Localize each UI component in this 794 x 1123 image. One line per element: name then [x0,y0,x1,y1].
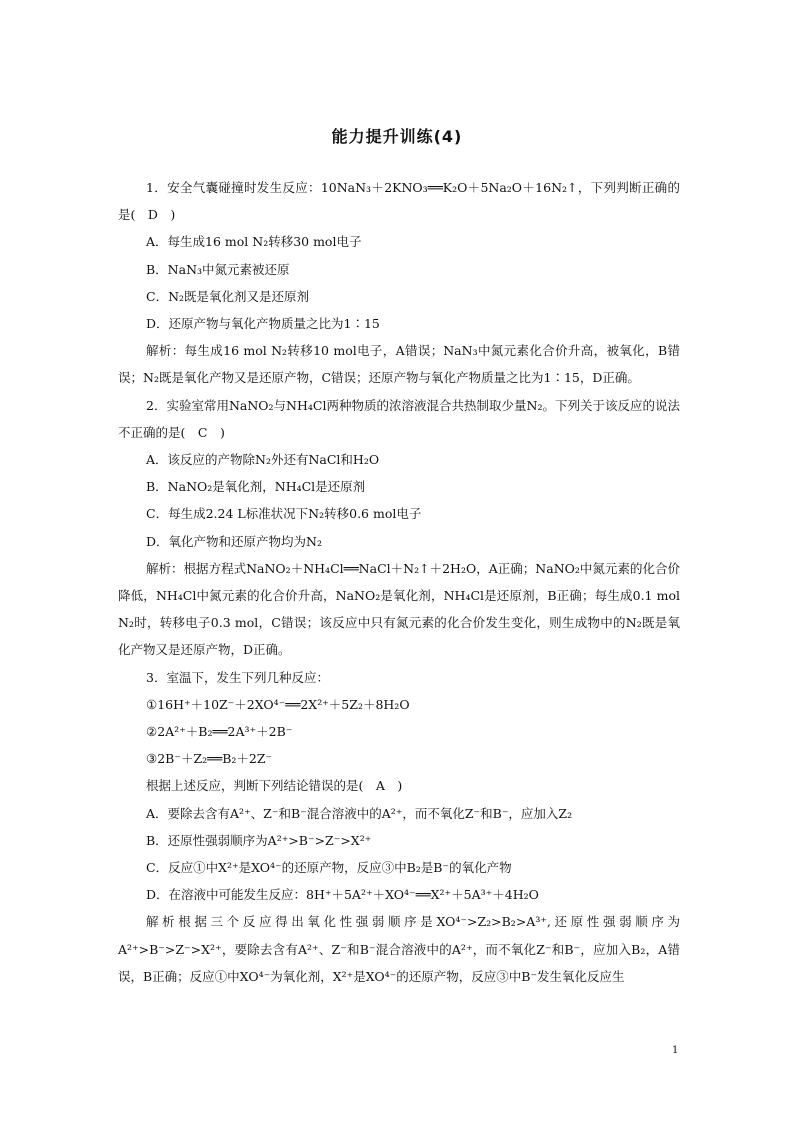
q1-option-a: A．每生成16 mol N₂转移30 mol电子 [146,234,362,250]
q3-question: 根据上述反应，判断下列结论错误的是( A ) [146,778,403,794]
q2-stem: 2．实验室常用NaNO₂与NH₄Cl两种物质的浓溶液混合共热制取少量N₂。下列关于该反应的说法不正确的是( C ) [118,397,680,440]
page-number: 1 [672,1045,679,1056]
page-title: 能力提升训练(4) [331,127,463,146]
q2-option-d: D．氧化产物和还原产物均为N₂ [146,533,322,549]
q3-analysis: 解析根据三个反应得出氧化性强弱顺序是XO⁴⁻>Z₂>B₂>A³⁺,还原性强弱顺序为A²⁺>B⁻>Z⁻>X²⁺，要除去含有A²⁺、Z⁻和B⁻混合溶液中的A²⁺，而不氧化Z⁻和B⁻，应加入B₂，A错误，B正确；反应①中XO⁴⁻为氧化剂，X²⁺是XO⁴⁻的还原产物，反应③中B⁻发生氧化反应生 [118,914,680,984]
q1-option-c: C．N₂既是氧化剂又是还原剂 [146,288,310,304]
q3-reaction-2: ②2A²⁺＋B₂══2A³⁺＋2B⁻ [146,724,293,740]
q3-option-b: B．还原性强弱顺序为A²⁺>B⁻>Z⁻>X²⁺ [146,832,372,848]
q2-analysis: 解析：根据方程式NaNO₂＋NH₄Cl══NaCl＋N₂↑＋2H₂O，A正确；NaNO₂中氮元素的化合价降低，NH₄Cl中氮元素的化合价升高，NaNO₂是氧化剂，NH₄Cl是还原剂，B正确；每生成0.1 mol N₂时，转移电子0.3 mol，C错误；该反应中只有氮元素的化合价发生变化，则生成物中的N₂既是氧化产物又是还原产物，D正确。 [118,560,680,658]
q1-analysis: 解析：每生成16 mol N₂转移10 mol电子，A错误；NaN₃中氮元素化合价升高，被氧化，B错误；N₂既是氧化产物又是还原产物，C错误；还原产物与氧化产物质量之比为1∶15，D正确。 [118,343,680,386]
document-body [118,174,680,990]
q1-option-b: B．NaN₃中氮元素被还原 [146,261,290,277]
q1-option-d: D．还原产物与氧化产物质量之比为1∶15 [146,316,380,332]
q3-option-a: A．要除去含有A²⁺、Z⁻和B⁻混合溶液中的A²⁺，而不氧化Z⁻和B⁻，应加入Z₂ [146,805,573,821]
q3-stem: 3．室温下，发生下列几种反应： [146,669,329,685]
q3-option-c: C．反应①中X²⁺是XO⁴⁻的还原产物，反应③中B₂是B⁻的氧化产物 [146,860,512,876]
q2-option-c: C．每生成2.24 L标准状况下N₂转移0.6 mol电子 [146,506,422,522]
q2-option-b: B．NaNO₂是氧化剂，NH₄Cl是还原剂 [146,479,366,495]
q3-reaction-1: ①16H⁺＋10Z⁻＋2XO⁴⁻══2X²⁺＋5Z₂＋8H₂O [146,696,410,712]
q3-reaction-3: ③2B⁻＋Z₂══B₂＋2Z⁻ [146,751,273,767]
q1-stem: 1．安全气囊碰撞时发生反应：10NaN₃＋2KNO₃══K₂O＋5Na₂O＋16N₂↑，下列判断正确的是( D ) [118,180,680,223]
q2-option-a: A．该反应的产物除N₂外还有NaCl和H₂O [146,452,380,468]
q3-option-d: D．在溶液中可能发生反应：8H⁺＋5A²⁺＋XO⁴⁻══X²⁺＋5A³⁺＋4H₂O [146,887,539,903]
